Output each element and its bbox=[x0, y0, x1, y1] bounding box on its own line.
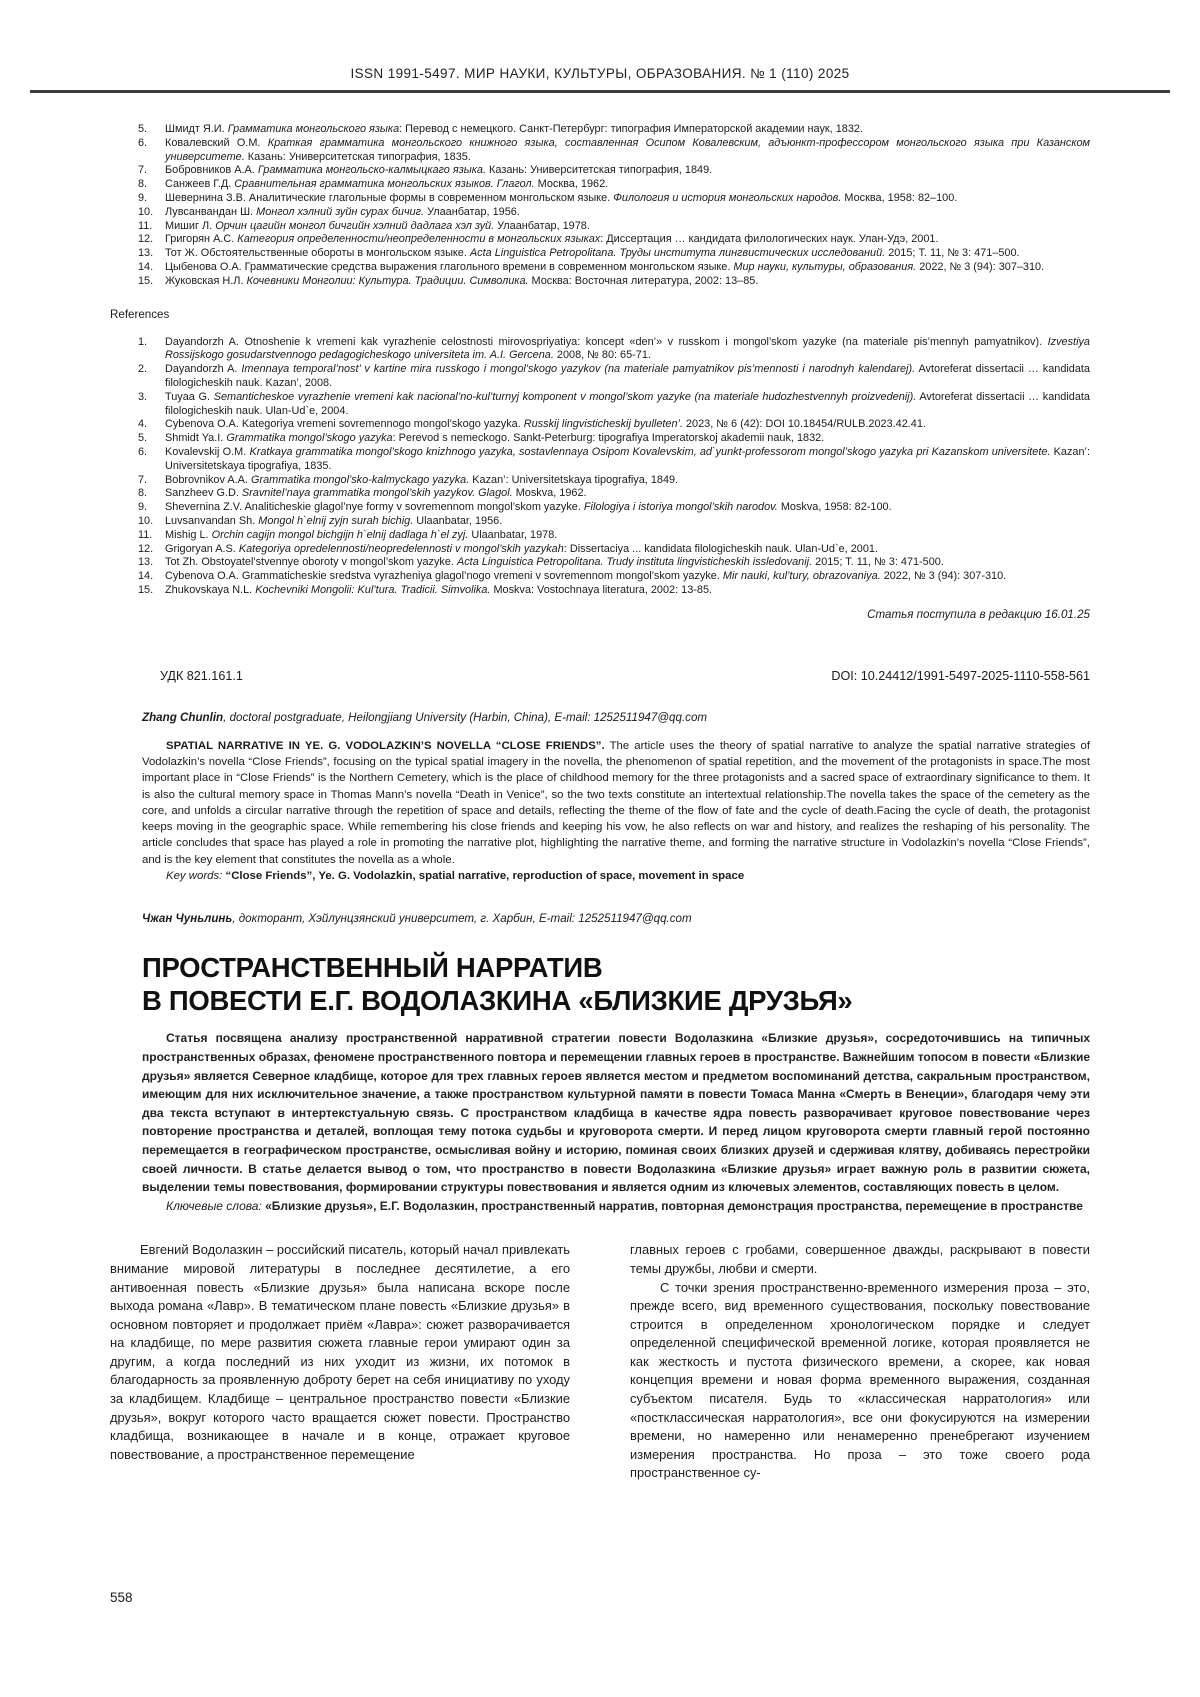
reference-text: Shmidt Ya.I. Grammatika mongol’skogo yazyka: Perevod s nemeckogo. Sankt-Peterburg: tipografiya Imperatorskoj akademii nauk, 1832. bbox=[165, 432, 825, 445]
reference-item bbox=[110, 275, 1090, 289]
page-content bbox=[110, 123, 1090, 1483]
reference-item bbox=[110, 164, 1090, 178]
reference-text: Григорян А.С. Категория определенности/неопределенности в монгольских языках: Диссертация … кандидата филологических наук. Улан-Удэ, 2001. bbox=[165, 233, 939, 246]
header-rule bbox=[30, 90, 1170, 93]
body-paragraph: главных героев с гробами, совершенное дважды, раскрывают в повести темы дружбы, любви и смерти. bbox=[630, 1242, 1090, 1276]
article-title-en: SPATIAL NARRATIVE IN YE. G. VODOLAZKIN’S NOVELLA “CLOSE FRIENDS”. bbox=[166, 739, 605, 752]
reference-item bbox=[110, 391, 1090, 419]
reference-text: Mishig L. Orchin cagijn mongol bichgijn h`elnij dadlaga h`el zyj. Ulaanbatar, 1978. bbox=[165, 528, 558, 541]
bibliography-ru-list bbox=[110, 123, 1090, 289]
reference-text: Grigoryan A.S. Kategoriya opredelennosti/neopredelennosti v mongol’skih yazykah: Dissertaciya ... kandidata filologicheskih nauk. Ulan-Ud`e, 2001. bbox=[165, 542, 878, 555]
reference-item bbox=[110, 584, 1090, 598]
references-en-list bbox=[110, 336, 1090, 598]
reference-text: Ковалевский О.М. Краткая грамматика монгольского книжного языка, составленная Осипом Ковалевским, адъюнкт-профессором монгольского языка при Казанском университете. Казань: Университетская типография, 1835. bbox=[165, 136, 1091, 163]
body-column-right bbox=[630, 1241, 1090, 1483]
reference-text: Цыбенова О.А. Грамматические средства выражения глагольного времени в современном монгольском языке. Мир науки, культуры, образования. 2022, № 3 (94): 307–310. bbox=[165, 260, 1045, 273]
body-paragraph: Евгений Водолазкин – российский писатель, который начал привлекать внимание мировой литературы в последнее десятилетие, а его антивоенная повесть «Близкие друзья» была написана вскоре после выхода романа «Лавр». В тематическом плане повесть «Близкие друзья» в основном повторяет и продолжает приём «Лавра»: сюжет разворачивается на кладбище, по мере развития сюжета главные герои умирают один за другим, а когда последний из них уходит из жизни, их потомок в благодарность за проявленную доброту берет на себя инициативу по уходу за кладбищем. Кладбище – центральное пространство повести «Близкие друзья», вокруг которого часто вращается сюжет повести. Пространство кладбища, возникающее в начале и в конце, отражает круговое повествование, а пространственное перемещение bbox=[110, 1242, 570, 1462]
keywords-ru-line bbox=[142, 1197, 1090, 1216]
reference-number: 14. bbox=[138, 570, 154, 583]
body-column-left bbox=[110, 1241, 570, 1483]
doi-code: DOI: 10.24412/1991-5497-2025-1110-558-561 bbox=[831, 668, 1090, 683]
reference-number: 1. bbox=[138, 335, 148, 348]
reference-item bbox=[110, 247, 1090, 261]
reference-text: Bobrovnikov A.A. Grammatika mongol’sko-kalmyckago yazyka. Kazan’: Universitetskaya tipografiya, 1849. bbox=[165, 473, 679, 486]
page-number: 558 bbox=[110, 1590, 133, 1605]
reference-text: Tuyaa G. Semanticheskoe vyrazhenie vremeni kak nacional’no-kul’turnyj komponent v mongol’skom yazyke (na materiale hudozhestvennyh proizvedenij). Avtoreferat dissertacii … kandidata filologicheskih nauk. Ulan-Ud`e, 2004. bbox=[165, 390, 1090, 417]
received-note: Статья поступила в редакцию 16.01.25 bbox=[867, 607, 1090, 621]
reference-item bbox=[110, 515, 1090, 529]
reference-item bbox=[110, 192, 1090, 206]
reference-item bbox=[110, 474, 1090, 488]
reference-number: 11. bbox=[138, 219, 153, 232]
reference-number: 10. bbox=[138, 514, 154, 527]
reference-number: 11. bbox=[138, 528, 153, 541]
reference-text: Бобровников А.А. Грамматика монгольско-калмыцкаго языка. Казань: Университетская типография, 1849. bbox=[165, 164, 713, 177]
keywords-label-ru: Ключевые слова: bbox=[166, 1198, 262, 1213]
reference-text: Жуковская Н.Л. Кочевники Монголии: Культура. Традиции. Символика. Москва: Восточная литература, 2002: 13–85. bbox=[165, 274, 759, 287]
reference-item bbox=[110, 233, 1090, 247]
reference-number: 13. bbox=[138, 247, 154, 260]
abstract-ru-text: Статья посвящена анализу пространственной нарративной стратегии повести Водолазкина «Близкие друзья», сосредоточившись на типичных пространственных образах, феномене пространственного повтора и перемещении главных героев в пространстве. Важнейшим топосом в повести «Близкие друзья» является Северное кладбище, которое для трех главных героев является местом и предметом воспоминаний детства, сакральным пространством, имеющим для них исключительное значение, а также пространством культурной памяти в повести Томаса Манна «Смерть в Венеции», благодаря чему эти два текста вступают в интертекстуальную связь. С пространством кладбища в качестве ядра повесть разворачивает круговое повествование через повторение пространства и деталей, воплощая тему потока судьбы и круговорота смерти. И перед лицом круговорота смерти главный герой постоянно перемещается в географическом пространстве, осмысливая войну и историю, поминая своих близких друзей и сдерживая клятву, добиваясь перестройки своей личности. В статье делается вывод о том, что пространство в повести Водолазкина «Близкие друзья» играет важную роль в развитии сюжета, выделении темы повествования, формировании структуры повествования и является одним из ключевых элементов, составляющих повесть в целом. bbox=[142, 1031, 1090, 1195]
reference-number: 5. bbox=[138, 123, 148, 135]
meta-row bbox=[110, 669, 1090, 683]
reference-number: 6. bbox=[138, 445, 148, 458]
reference-number: 9. bbox=[138, 191, 148, 204]
author-line-en bbox=[142, 711, 1090, 724]
reference-number: 9. bbox=[138, 501, 148, 514]
reference-text: Тот Ж. Обстоятельственные обороты в монгольском языке. Acta Linguistica Petropolitana. Труды института лингвистических исследований. 2015; Т. 11, № 3: 471–500. bbox=[165, 247, 1020, 260]
abstract-en bbox=[142, 738, 1090, 868]
reference-text: Мишиг Л. Орчин цагийн монгол бичгийн хэлний дадлага хэл зуй. Улаанбатар, 1978. bbox=[165, 219, 590, 232]
article-title-line1: ПРОСТРАНСТВЕННЫЙ НАРРАТИВ bbox=[142, 952, 603, 984]
reference-item bbox=[110, 446, 1090, 474]
reference-item bbox=[110, 137, 1090, 165]
reference-text: Cybenova O.A. Kategoriya vremeni sovremennogo mongol’skogo yazyka. Russkij lingvisticheskij byulleten’. 2023, № 6 (42): DOI 10.18454/RULB.2023.42.41. bbox=[165, 418, 926, 431]
reference-number: 8. bbox=[138, 487, 148, 500]
reference-number: 3. bbox=[138, 390, 148, 403]
reference-item bbox=[110, 432, 1090, 446]
reference-number: 6. bbox=[138, 136, 148, 149]
reference-item bbox=[110, 336, 1090, 364]
reference-text: Лувсанвандан Ш. Монгол хэлний зуйн сурах бичиг. Улаанбатар, 1956. bbox=[165, 205, 520, 218]
reference-text: Shevernina Z.V. Analiticheskie glagol’nye formy v sovremennom mongol’skom yazyke. Filologiya i istoriya mongol’skih narodov. Moskva, 1958: 82-100. bbox=[165, 501, 892, 514]
references-heading: References bbox=[110, 307, 170, 321]
reference-item bbox=[110, 261, 1090, 275]
reference-item bbox=[110, 220, 1090, 234]
keywords-en-line bbox=[142, 868, 1090, 884]
udc-code: УДК 821.161.1 bbox=[160, 668, 243, 683]
reference-number: 5. bbox=[138, 432, 148, 445]
reference-text: Dayandorzh A. Otnoshenie k vremeni kak vyrazhenie celostnosti mirovospriyatiya: koncept «den’» v russkom i mongol’skom yazyke (na materiale pis’mennyh pamyatnikov). Izvestiya Rossijskogo gosudarstvennogo pedagogicheskogo universiteta im. A.I. Gercena. 2008, № 80: 65-71. bbox=[165, 335, 1090, 362]
reference-item bbox=[110, 570, 1090, 584]
reference-text: Zhukovskaya N.L. Kochevniki Mongolii: Kul’tura. Tradicii. Simvolika. Moskva: Vostochnaya literatura, 2002: 13-85. bbox=[165, 583, 713, 596]
reference-item bbox=[110, 418, 1090, 432]
body-paragraph: С точки зрения пространственно-временного измерения проза – это, прежде всего, вид временного существования, поскольку повествование строится в определенном хронологическом порядке и следует определенной специфической временной логике, которая проявляется не как жесткость и пустота физического времени, а скорее, как новая концепция времени и новая форма временного выражения, созданная субъектом писателя. Будь то «классическая нарратология» или «постклассическая нарратология», все они фокусируются на измерении времени, но намеренно или ненамеренно пренебрегают изучением измерения пространства. Но проза – это тоже своего рода пространственное су- bbox=[630, 1279, 1090, 1481]
reference-text: Kovalevskij O.M. Kratkaya grammatika mongol’skogo knizhnogo yazyka, sostavlennaya Osipom Kovalevskim, ad`yunkt-professorom mongol’skogo yazyka pri Kazanskom universitete. Kazan’: Universitetskaya tipografiya, 1835. bbox=[165, 445, 1090, 472]
reference-item bbox=[110, 123, 1090, 137]
reference-text: Tot Zh. Obstoyatel’stvennye oboroty v mongol’skom yazyke. Acta Linguistica Petropolitana. Trudy instituta lingvisticheskih issledovanij. 2015; T. 11, № 3: 471-500. bbox=[165, 556, 944, 569]
reference-item bbox=[110, 543, 1090, 557]
reference-number: 7. bbox=[138, 164, 148, 177]
abstract-ru bbox=[142, 1029, 1090, 1196]
reference-text: Санжеев Г.Д. Сравнительная грамматика монгольских языков. Глагол. Москва, 1962. bbox=[165, 178, 609, 191]
author-affiliation-ru: , докторант, Хэйлунцзянский университет, г. Харбин, E-mail: 1252511947@qq.com bbox=[232, 912, 692, 926]
reference-number: 15. bbox=[138, 583, 154, 596]
reference-number: 13. bbox=[138, 556, 154, 569]
article-title-ru bbox=[142, 951, 1090, 1017]
keywords-label-en: Key words: bbox=[166, 870, 223, 883]
reference-item bbox=[110, 487, 1090, 501]
reference-number: 12. bbox=[138, 233, 154, 246]
reference-item bbox=[110, 529, 1090, 543]
reference-text: Шмидт Я.И. Грамматика монгольского языка: Перевод с немецкого. Санкт-Петербург: типография Императорской академии наук, 1832. bbox=[165, 123, 863, 135]
reference-number: 14. bbox=[138, 260, 154, 273]
running-head: ISSN 1991-5497. МИР НАУКИ, КУЛЬТУРЫ, ОБРАЗОВАНИЯ. № 1 (110) 2025 bbox=[350, 66, 850, 81]
reference-number: 15. bbox=[138, 274, 154, 287]
author-affiliation-en: , doctoral postgraduate, Heilongjiang University (Harbin, China), E-mail: 1252511947@qq.com bbox=[223, 710, 708, 724]
reference-item bbox=[110, 501, 1090, 515]
reference-number: 2. bbox=[138, 363, 148, 376]
reference-item bbox=[110, 556, 1090, 570]
reference-number: 4. bbox=[138, 418, 148, 431]
reference-number: 10. bbox=[138, 205, 154, 218]
body-columns bbox=[110, 1241, 1090, 1483]
reference-number: 7. bbox=[138, 473, 148, 486]
author-name-en: Zhang Chunlin bbox=[142, 710, 224, 724]
article-title-line2: В ПОВЕСТИ Е.Г. ВОДОЛАЗКИНА «БЛИЗКИЕ ДРУЗЬЯ» bbox=[142, 985, 853, 1017]
keywords-ru: «Близкие друзья», Е.Г. Водолазкин, пространственный нарратив, повторная демонстрация пространства, перемещение в пространстве bbox=[265, 1198, 1083, 1213]
reference-item bbox=[110, 178, 1090, 192]
reference-text: Sanzheev G.D. Sravnitel’naya grammatika mongol’skih yazykov. Glagol. Moskva, 1962. bbox=[165, 487, 587, 500]
keywords-en: “Close Friends”, Ye. G. Vodolazkin, spatial narrative, reproduction of space, movement in space bbox=[225, 870, 745, 883]
reference-number: 8. bbox=[138, 178, 148, 191]
reference-text: Luvsanvandan Sh. Mongol h`elnij zyjn surah bichig. Ulaanbatar, 1956. bbox=[165, 514, 503, 527]
reference-text: Dayandorzh A. Imennaya temporal’nost’ v kartine mira russkogo i mongol’skogo yazykov (na materiale pamyatnikov pis’mennosti i narodnyh kalendarej). Avtoreferat dissertacii … kandidata filologicheskih nauk. Kazan’, 2008. bbox=[165, 363, 1090, 389]
reference-item bbox=[110, 363, 1090, 391]
reference-text: Cybenova O.A. Grammaticheskie sredstva vyrazheniya glagol’nogo vremeni v sovremennom mongol’skom yazyke. Mir nauki, kul’tury, obrazovaniya. 2022, № 3 (94): 307-310. bbox=[165, 570, 1007, 583]
reference-number: 12. bbox=[138, 542, 154, 555]
reference-item bbox=[110, 206, 1090, 220]
author-name-ru: Чжан Чуньлинь bbox=[142, 912, 233, 926]
reference-text: Шевернина З.В. Аналитические глагольные формы в современном монгольском языке. Филология и история монгольских народов. Москва, 1958: 82–100. bbox=[165, 191, 958, 204]
abstract-en-text: The article uses the theory of spatial narrative to analyze the spatial narrative strategies of Vodolazkin’s novella “Close Friends”, focusing on the typical spatial imagery in the novella, the phenomenon of spatial repetition, and the movement of the protagonists in space.The most important place in “Close Friends” is the Northern Cemetery, which is the place of childhood memory for the three protagonists and a sacred space of extraordinary significance to them. It is also the cultural memory space in Thomas Mann’s novella “Death in Venice”, so the two texts constitute an intertextual relationship.The novella takes the space of the cemetery as the core, and unfolds a circular narrative through the repetition of space and details, reflecting the theme of the flow of fate and the cycle of death.Facing the cycle of death, the protagonist keeps moving in the geographic space. While remembering his close friends and keeping his vow, he also reflects on war and history, and realizes the reshaping of his personality. The article concludes that space has played a role in promoting the narrative plot, highlighting the narrative theme, and forming the narrative structure in Vodolazkin’s novella “Close Friends”, and is the key element that constitutes the novella as a whole. bbox=[142, 739, 1090, 866]
author-line-ru bbox=[142, 912, 1090, 925]
